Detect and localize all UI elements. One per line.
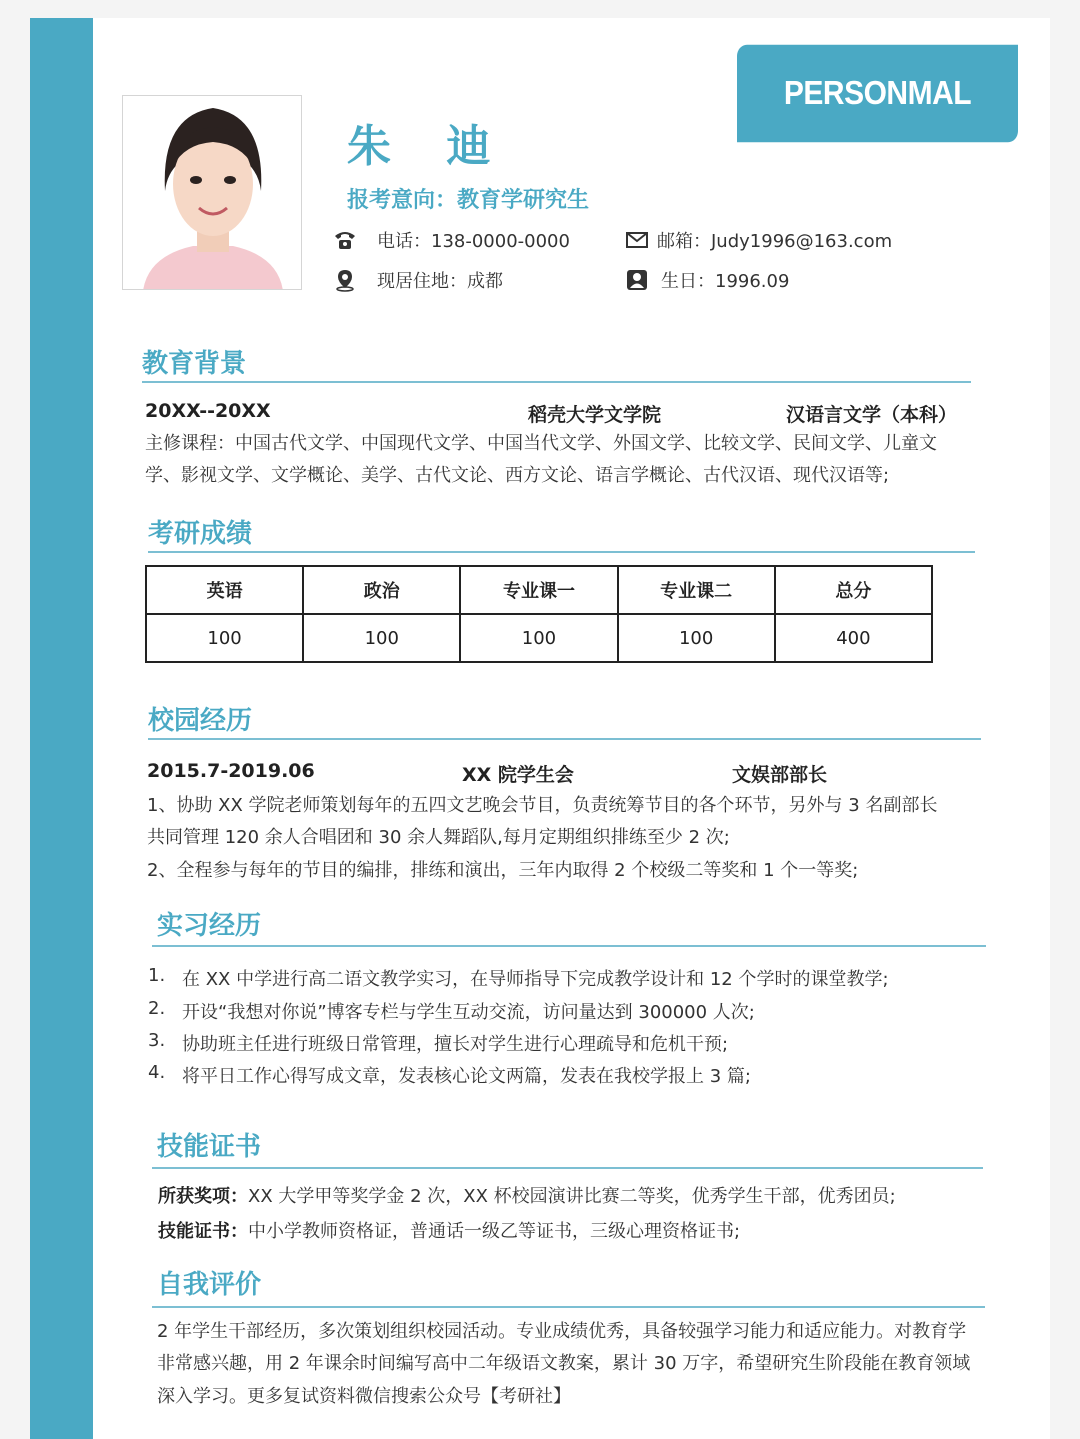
side-accent-bar	[30, 18, 93, 1439]
section-title-education: 教育背景	[142, 349, 247, 379]
section-divider	[152, 945, 986, 947]
mail-icon	[625, 228, 649, 252]
list-item	[148, 1062, 751, 1088]
table-cell: 100	[146, 614, 303, 662]
self-line: 非常感兴趣，用 2 年课余时间编写高中二年级语文教案，累计 30 万字，希望研究生阶段能在教育领域	[157, 1353, 971, 1374]
table-cell: 400	[775, 614, 932, 662]
birthday-text: 生日：1996.09	[661, 271, 790, 292]
address-text: 现居住地：成都	[377, 271, 503, 292]
table-header-cell: 专业课二	[618, 566, 775, 614]
education-period: 20XX--20XX	[145, 400, 271, 422]
certs-line	[158, 1216, 740, 1248]
list-number: 4.	[148, 1062, 166, 1083]
profile-photo	[122, 95, 302, 290]
contact-birthday	[625, 267, 789, 293]
contact-email	[625, 227, 892, 253]
table-header-row	[146, 566, 932, 614]
phone-icon	[333, 228, 357, 252]
section-title-self: 自我评价	[157, 1270, 262, 1300]
location-pin-icon	[333, 268, 357, 292]
education-courses: 主修课程：中国古代文学、中国现代文学、中国当代文学、外国文学、比较文学、民间文学、儿童文学、影视文学、文学概论、美学、古代文论、西方文论、语言学概论、古代汉语、现代汉语等;	[145, 433, 937, 486]
contact-address	[333, 267, 503, 293]
section-title-campus: 校园经历	[148, 706, 253, 736]
awards-text: XX 大学甲等奖学金 2 次，XX 杯校园演讲比赛二等奖，优秀学生干部，优秀团员;	[248, 1186, 896, 1207]
section-divider	[142, 381, 971, 383]
email-text: 邮箱：Judy1996@163.com	[657, 231, 893, 252]
table-cell: 100	[303, 614, 460, 662]
self-line: 2 年学生干部经历，多次策划组织校园活动。专业成绩优秀，具备较强学习能力和适应能力。对教育学	[157, 1321, 967, 1342]
awards-line	[158, 1181, 896, 1213]
education-major: 汉语言文学（本科）	[786, 404, 958, 426]
list-text: 开设“我想对你说”博客专栏与学生互动交流，访问量达到 300000 人次;	[182, 1002, 755, 1023]
list-text: 将平日工作心得写成文章，发表核心论文两篇，发表在我校学报上 3 篇;	[182, 1066, 751, 1087]
contact-phone	[333, 227, 570, 253]
certs-label: 技能证书：	[158, 1221, 248, 1242]
resume-banner: PERSONMAL RESUME	[737, 45, 1018, 142]
section-divider	[148, 551, 975, 553]
list-item	[148, 998, 755, 1024]
campus-period: 2015.7-2019.06	[147, 760, 315, 782]
table-header-cell: 政治	[303, 566, 460, 614]
list-item	[148, 1030, 728, 1056]
list-item	[148, 965, 889, 991]
self-line: 深入学习。更多复试资料微信搜索公众号【考研社】	[157, 1386, 571, 1407]
table-header-cell: 英语	[146, 566, 303, 614]
education-school: 稻壳大学文学院	[528, 404, 662, 426]
campus-org: XX 院学生会	[462, 764, 574, 786]
campus-line: 2、全程参与每年的节目的编排，排练和演出，三年内取得 2 个校级二等奖和 1 个一等奖;	[147, 860, 859, 881]
campus-line: 1、协助 XX 学院老师策划每年的五四文艺晚会节目，负责统筹节目的各个环节，另外与 3 名副部长	[147, 795, 938, 816]
scores-table	[145, 565, 933, 663]
table-row	[146, 614, 932, 662]
table-header-cell: 总分	[775, 566, 932, 614]
certs-text: 中小学教师资格证，普通话一级乙等证书，三级心理资格证书;	[248, 1221, 741, 1242]
table-cell: 100	[618, 614, 775, 662]
phone-text: 电话：138-0000-0000	[377, 231, 570, 252]
campus-line: 共同管理 120 余人合唱团和 30 余人舞蹈队,每月定期组织排练至少 2 次;	[147, 827, 730, 848]
section-divider	[152, 1306, 985, 1308]
list-text: 在 XX 中学进行高二语文教学实习，在导师指导下完成教学设计和 12 个学时的课堂教学;	[182, 969, 889, 990]
list-number: 1.	[148, 965, 166, 986]
section-divider	[152, 1167, 983, 1169]
list-number: 2.	[148, 998, 166, 1019]
section-title-scores: 考研成绩	[148, 519, 253, 549]
user-card-icon	[625, 268, 649, 292]
list-text: 协助班主任进行班级日常管理，擅长对学生进行心理疏导和危机干预;	[182, 1034, 729, 1055]
candidate-name: 朱 迪	[347, 121, 511, 172]
section-title-skills: 技能证书	[157, 1132, 262, 1162]
table-cell: 100	[460, 614, 617, 662]
awards-label: 所获奖项：	[158, 1186, 248, 1207]
section-title-internship: 实习经历	[157, 911, 262, 941]
application-intent: 报考意向：教育学研究生	[347, 188, 590, 213]
table-header-cell: 专业课一	[460, 566, 617, 614]
section-divider	[148, 738, 981, 740]
campus-role: 文娱部部长	[732, 764, 828, 786]
list-number: 3.	[148, 1030, 166, 1051]
